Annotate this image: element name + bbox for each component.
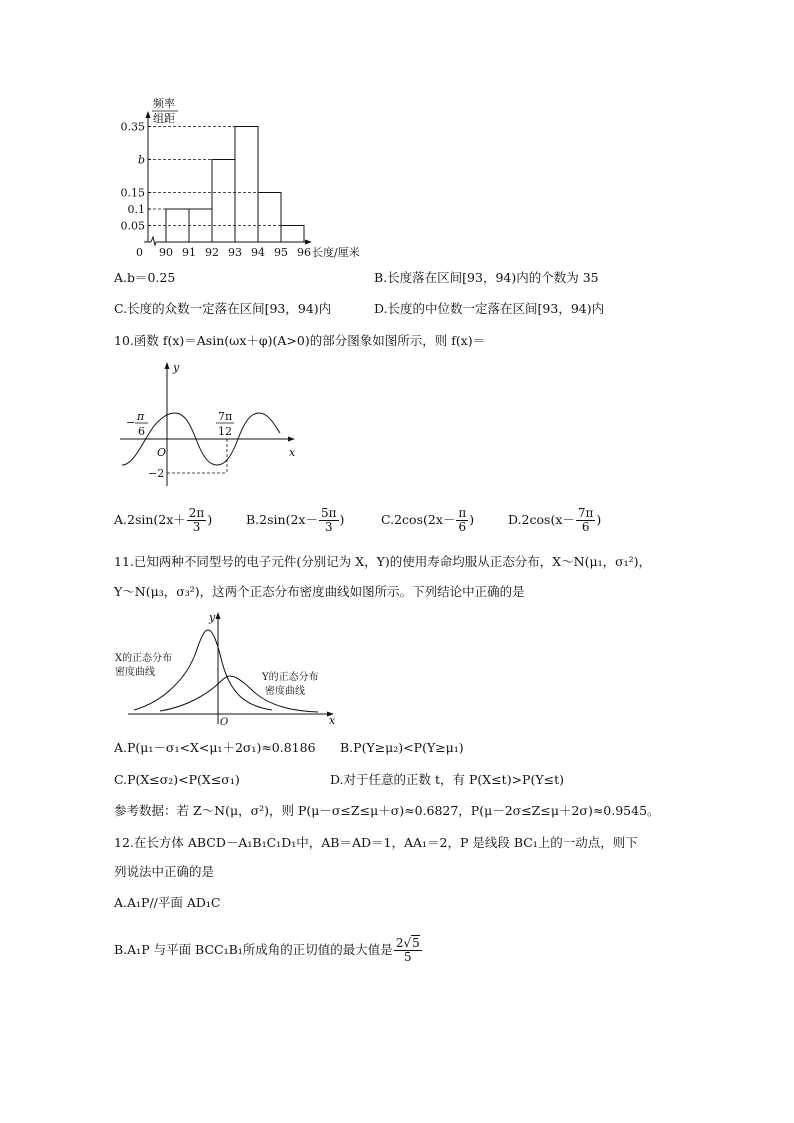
q12-stem-line-2: 列说法中正确的是 (114, 864, 215, 879)
hist-x-tick-label-92: 92 (205, 246, 219, 259)
q9-option-a: A.b＝0.25 (114, 270, 176, 285)
origin-label: 0 (136, 246, 143, 259)
q10-option-d: D.2cos(x－ $\frac{7\pi}{6}$ ) (508, 506, 602, 534)
q11-graph (112, 608, 342, 728)
q10-origin-label: O (157, 446, 167, 459)
q10-y-arrow (165, 362, 170, 369)
q11-y-arrow (216, 612, 221, 619)
q12-option-b: B.A₁P 与平面 BCC₁B₁所成角的正切值的最大值是 $\frac{2√5}{5}$ (114, 936, 420, 964)
q11-reference-data: 参考数据：若 Z～N(μ，σ²)，则 P(μ－σ≤Z≤μ＋σ)≈0.6827，P(μ－2σ≤Z≤μ＋2σ)≈0.9545。 (114, 803, 660, 818)
q11-x-label: x (329, 714, 336, 727)
q10-graph (112, 356, 307, 491)
hist-y-arrow (146, 111, 151, 118)
hist-x-tick-label-90: 90 (159, 246, 173, 259)
q10-option-c: C.2cos(2x－ $\frac{\pi}{6}$ ) (381, 506, 475, 534)
q10-x-arrow (288, 437, 295, 442)
hist-x-tick-label-94: 94 (251, 246, 265, 259)
q10-y-label: y (173, 361, 180, 374)
hist-bar-95-96 (281, 226, 304, 243)
q11-x-curve-label-2: 密度曲线 (115, 667, 155, 678)
q10-left-num: π (137, 410, 145, 423)
q10-x-label: x (289, 446, 296, 459)
q11-y-label: y (209, 611, 216, 624)
q11-x-curve-label-1: X的正态分布 (115, 653, 173, 664)
q11-stem-line-1: 11.已知两种不同型号的电子元件(分别记为 X，Y)的使用寿命均服从正态分布，X～N(μ₁，σ₁²)， (114, 554, 652, 569)
q10-left-sign: − (126, 416, 136, 429)
hist-y-tick-label-0.35: 0.35 (120, 120, 145, 134)
y-axis-label-bottom: 组距 (153, 112, 175, 125)
q9-option-d: D.长度的中位数一定落在区间[93，94)内 (374, 301, 605, 316)
hist-bar-92-93 (212, 160, 235, 243)
hist-y-tick-label-0.15: 0.15 (120, 186, 145, 200)
q11-y-curve-label-2: 密度曲线 (265, 686, 305, 697)
q11-option-a: A.P(μ₁－σ₁<X<μ₁＋2σ₁)≈0.8186 (114, 740, 316, 755)
hist-x-tick-label-91: 91 (182, 246, 196, 259)
hist-bar-94-95 (258, 193, 281, 243)
q10-right-num: 7π (218, 410, 233, 423)
q10-left-den: 6 (138, 425, 145, 438)
hist-x-tick-label-96: 96 (297, 246, 311, 259)
q9-option-c: C.长度的众数一定落在区间[93，94)内 (114, 301, 332, 316)
hist-y-tick-label-0.05: 0.05 (120, 219, 145, 233)
hist-y-tick-label-b: b (137, 153, 145, 167)
q9-option-b: B.长度落在区间[93，94)内的个数为 35 (374, 270, 599, 285)
hist-bar-93-94 (235, 127, 258, 243)
q10-stem: 10.函数 f(x)＝Asin(ωx＋φ)(A>0)的部分图象如图所示，则 f(x)＝ (114, 333, 486, 348)
q11-origin-label: O (220, 717, 229, 728)
q10-min-label: −2 (148, 467, 165, 480)
hist-x-arrow (305, 240, 312, 245)
q11-option-b: B.P(Y≥μ₂)<P(Y≥μ₁) (340, 740, 464, 755)
q12-stem-line-1: 12.在长方体 ABCD－A₁B₁C₁D₁中，AB＝AD＝1，AA₁＝2，P 是线段 BC₁上的一动点，则下 (114, 835, 638, 850)
q11-stem-line-2: Y～N(μ₃，σ₃²)，这两个正态分布密度曲线如图所示。下列结论中正确的是 (114, 584, 525, 599)
histogram-figure (110, 95, 380, 260)
hist-x-tick-label-95: 95 (274, 246, 288, 259)
q12-option-a: A.A₁P//平面 AD₁C (114, 895, 221, 910)
hist-x-tick-label-93: 93 (228, 246, 242, 259)
q11-option-c: C.P(X≤σ₂)<P(X≤σ₁) (114, 772, 240, 787)
y-axis-label-top: 频率 (153, 97, 175, 110)
hist-y-tick-label-0.1: 0.1 (127, 203, 145, 216)
q10-right-den: 12 (218, 425, 232, 438)
q10-option-b: B.2sin(2x－ $\frac{5\pi}{3}$ ) (246, 506, 345, 534)
x-axis-label: 长度/厘米 (312, 246, 360, 259)
q11-y-curve-label-1: Y的正态分布 (262, 672, 319, 683)
q10-option-a: A.2sin(2x＋ $\frac{2\pi}{3}$ ) (114, 506, 213, 534)
hist-axis-break (151, 237, 156, 245)
q11-option-d: D.对于任意的正数 t，有 P(X≤t)>P(Y≤t) (330, 772, 564, 787)
